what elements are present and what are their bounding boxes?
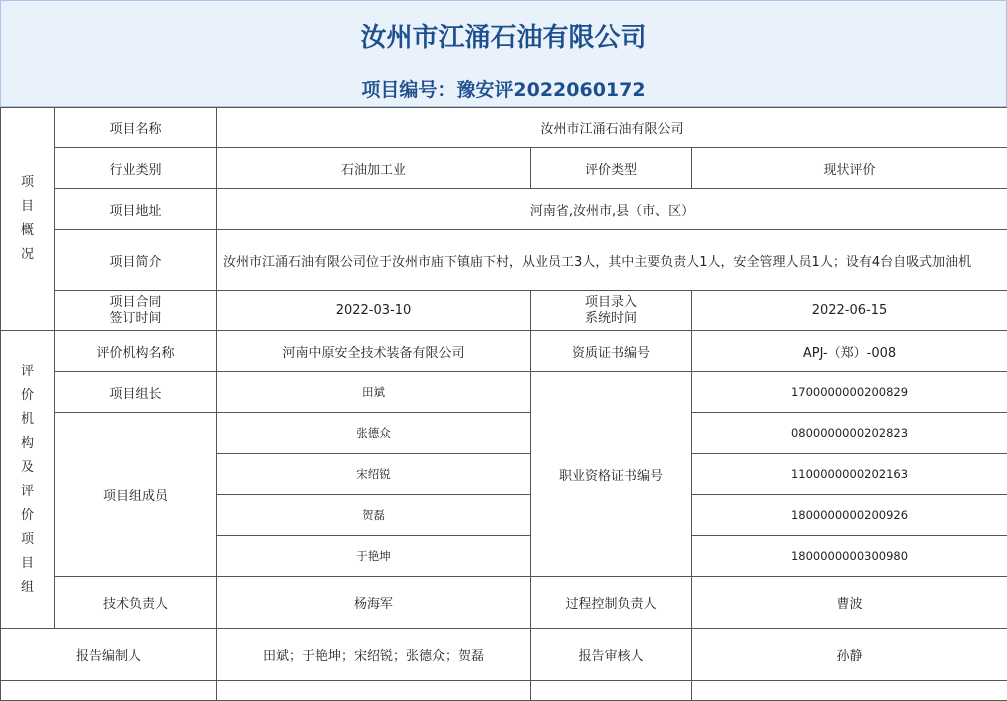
leader-label: 项目组长	[55, 372, 217, 413]
person-cert: 1100000000202163	[692, 454, 1007, 495]
report-author-value: 田斌；于艳坤；宋绍锐；张德众；贺磊	[217, 629, 531, 681]
person-cert: 1800000000200926	[692, 495, 1007, 536]
project-number: 项目编号：豫安评2022060172	[1, 57, 1006, 102]
tech-lead-value: 杨海军	[217, 577, 531, 629]
address-value: 河南省,汝州市,县（市、区）	[217, 189, 1007, 230]
entry-date-label: 项目录入 系统时间	[531, 291, 692, 331]
report-reviewer-label: 报告审核人	[531, 629, 692, 681]
org-value: 河南中原安全技术装备有限公司	[217, 331, 531, 372]
cert-label: 资质证书编号	[531, 331, 692, 372]
person-name: 于艳坤	[217, 536, 531, 577]
report-author-label: 报告编制人	[1, 629, 217, 681]
company-title: 汝州市江涌石油有限公司	[1, 1, 1006, 57]
person-cert: 0800000000202823	[692, 413, 1007, 454]
brief-value: 汝州市江涌石油有限公司位于汝州市庙下镇庙下村，从业员工3人，其中主要负责人1人，安全管理人员1人；设有4台自吸式加油机	[217, 230, 1007, 291]
empty-cell	[1, 681, 217, 701]
project-name-value: 汝州市江涌石油有限公司	[217, 108, 1007, 148]
contract-date-label: 项目合同 签订时间	[55, 291, 217, 331]
members-label: 项目组成员	[55, 413, 217, 577]
overview-section-label: 项 目 概 况	[1, 108, 55, 331]
person-name: 田斌	[217, 372, 531, 413]
industry-label: 行业类别	[55, 148, 217, 189]
eval-type-label: 评价类型	[531, 148, 692, 189]
qualification-label: 职业资格证书编号	[531, 372, 692, 577]
project-info-table	[0, 107, 1007, 701]
empty-cell	[692, 681, 1007, 701]
person-name: 宋绍锐	[217, 454, 531, 495]
person-name: 贺磊	[217, 495, 531, 536]
org-label: 评价机构名称	[55, 331, 217, 372]
industry-value: 石油加工业	[217, 148, 531, 189]
person-name: 张德众	[217, 413, 531, 454]
cert-value: APJ-（郑）-008	[692, 331, 1007, 372]
process-lead-label: 过程控制负责人	[531, 577, 692, 629]
page-header	[0, 0, 1007, 107]
contract-date-value: 2022-03-10	[217, 291, 531, 331]
tech-lead-label: 技术负责人	[55, 577, 217, 629]
empty-cell	[531, 681, 692, 701]
brief-label: 项目简介	[55, 230, 217, 291]
empty-cell	[217, 681, 531, 701]
eval-type-value: 现状评价	[692, 148, 1007, 189]
entry-date-value: 2022-06-15	[692, 291, 1007, 331]
project-name-label: 项目名称	[55, 108, 217, 148]
report-reviewer-value: 孙静	[692, 629, 1007, 681]
person-cert: 1800000000300980	[692, 536, 1007, 577]
address-label: 项目地址	[55, 189, 217, 230]
person-cert: 1700000000200829	[692, 372, 1007, 413]
process-lead-value: 曹波	[692, 577, 1007, 629]
team-section-label: 评 价 机 构 及 评 价 项 目 组	[1, 331, 55, 629]
